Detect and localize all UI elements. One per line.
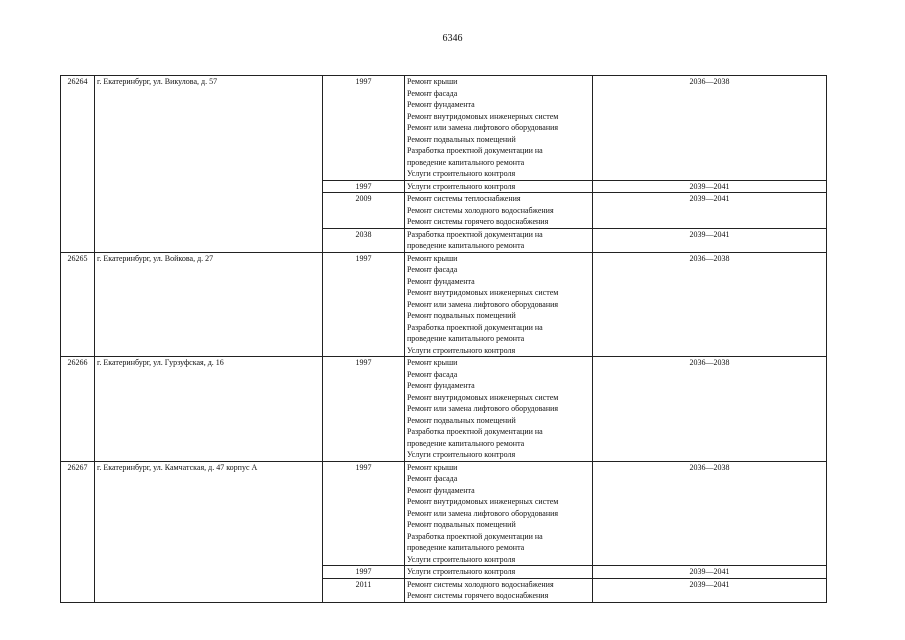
work-item: Ремонт фасада bbox=[407, 369, 458, 379]
work-item: Ремонт подвальных помещений bbox=[407, 311, 516, 320]
repair-register-table bbox=[60, 75, 827, 603]
work-item: Разработка проектной документации на bbox=[407, 229, 543, 239]
work-item: Разработка проектной документации на bbox=[407, 427, 543, 436]
work-item: Ремонт фасада bbox=[407, 88, 458, 98]
work-item: Ремонт крыши bbox=[407, 253, 458, 263]
work-item: Ремонт крыши bbox=[407, 358, 458, 367]
work-item: Разработка проектной документации на bbox=[407, 146, 543, 155]
entry-works bbox=[405, 566, 593, 579]
work-item: Ремонт внутридомовых инженерных систем bbox=[407, 111, 559, 121]
work-item: Ремонт или замена лифтового оборудования bbox=[407, 123, 559, 132]
entry-works bbox=[405, 180, 593, 193]
work-item: проведение капитального ремонта bbox=[407, 157, 525, 167]
entry-year: 2038 bbox=[323, 228, 405, 252]
entry-works bbox=[405, 357, 593, 462]
work-item: Услуги строительного контроля bbox=[407, 181, 516, 191]
register-body bbox=[61, 76, 827, 603]
house-address: г. Екатеринбург, ул. Викулова, д. 57 bbox=[95, 76, 323, 253]
work-item: Ремонт внутридомовых инженерных систем bbox=[407, 497, 559, 506]
work-item: Ремонт подвальных помещений bbox=[407, 415, 516, 425]
entry-year: 1997 bbox=[323, 461, 405, 566]
work-item: Услуги строительного контроля bbox=[407, 169, 516, 178]
work-item: Ремонт внутридомовых инженерных систем bbox=[407, 392, 559, 402]
house-number: 26264 bbox=[61, 76, 95, 253]
house-number: 26265 bbox=[61, 252, 95, 357]
entry-year: 1997 bbox=[323, 76, 405, 181]
table-row bbox=[61, 461, 827, 566]
work-item: Ремонт фундамента bbox=[407, 276, 475, 286]
entry-year: 2009 bbox=[323, 193, 405, 229]
entry-period: 2039—2041 bbox=[593, 566, 827, 579]
work-item: проведение капитального ремонта bbox=[407, 438, 525, 448]
work-item: Ремонт системы холодного водоснабжения bbox=[407, 579, 554, 589]
entry-works bbox=[405, 76, 593, 181]
work-item: Ремонт фасада bbox=[407, 474, 458, 483]
entry-year: 1997 bbox=[323, 566, 405, 579]
work-item: Ремонт системы горячего водоснабжения bbox=[407, 591, 549, 600]
entry-year: 1997 bbox=[323, 357, 405, 462]
work-item: Ремонт крыши bbox=[407, 77, 458, 86]
work-item: Ремонт системы горячего водоснабжения bbox=[407, 217, 549, 226]
entry-works bbox=[405, 578, 593, 602]
entry-period: 2039—2041 bbox=[593, 578, 827, 602]
work-item: Ремонт или замена лифтового оборудования bbox=[407, 299, 559, 309]
work-item: Ремонт фасада bbox=[407, 265, 458, 274]
entry-period: 2036—2038 bbox=[593, 252, 827, 357]
entry-period: 2039—2041 bbox=[593, 180, 827, 193]
work-item: Услуги строительного контроля bbox=[407, 554, 516, 564]
house-number: 26267 bbox=[61, 461, 95, 602]
entry-year: 1997 bbox=[323, 180, 405, 193]
work-item: Ремонт подвальных помещений bbox=[407, 520, 516, 529]
entry-period: 2036—2038 bbox=[593, 76, 827, 181]
work-item: Ремонт фундамента bbox=[407, 100, 475, 109]
work-item: Услуги строительного контроля bbox=[407, 345, 516, 355]
work-item: Ремонт внутридомовых инженерных систем bbox=[407, 288, 559, 297]
work-item: проведение капитального ремонта bbox=[407, 543, 525, 552]
work-item: проведение капитального ремонта bbox=[407, 241, 525, 250]
house-number: 26266 bbox=[61, 357, 95, 462]
work-item: Услуги строительного контроля bbox=[407, 450, 516, 459]
work-item: Ремонт системы холодного водоснабжения bbox=[407, 205, 554, 215]
work-item: Ремонт фундамента bbox=[407, 485, 475, 495]
entry-period: 2039—2041 bbox=[593, 228, 827, 252]
entry-period: 2039—2041 bbox=[593, 193, 827, 229]
work-item: Ремонт или замена лифтового оборудования bbox=[407, 508, 559, 518]
entry-year: 2011 bbox=[323, 578, 405, 602]
table-row bbox=[61, 252, 827, 357]
house-address: г. Екатеринбург, ул. Войкова, д. 27 bbox=[95, 252, 323, 357]
work-item: Ремонт фундамента bbox=[407, 381, 475, 390]
work-item: Ремонт или замена лифтового оборудования bbox=[407, 404, 559, 413]
entry-period: 2036—2038 bbox=[593, 357, 827, 462]
work-item: проведение капитального ремонта bbox=[407, 334, 525, 343]
work-item: Ремонт подвальных помещений bbox=[407, 134, 516, 144]
work-item: Услуги строительного контроля bbox=[407, 567, 516, 576]
entry-works bbox=[405, 193, 593, 229]
entry-period: 2036—2038 bbox=[593, 461, 827, 566]
entry-works bbox=[405, 228, 593, 252]
work-item: Разработка проектной документации на bbox=[407, 531, 543, 541]
work-item: Ремонт системы теплоснабжения bbox=[407, 194, 521, 203]
house-address: г. Екатеринбург, ул. Гурзуфская, д. 16 bbox=[95, 357, 323, 462]
table-row bbox=[61, 76, 827, 181]
entry-works bbox=[405, 461, 593, 566]
house-address: г. Екатеринбург, ул. Камчатская, д. 47 корпус А bbox=[95, 461, 323, 602]
work-item: Разработка проектной документации на bbox=[407, 322, 543, 332]
entry-year: 1997 bbox=[323, 252, 405, 357]
page-number: 6346 bbox=[442, 33, 463, 44]
work-item: Ремонт крыши bbox=[407, 462, 458, 472]
table-row bbox=[61, 357, 827, 462]
entry-works bbox=[405, 252, 593, 357]
